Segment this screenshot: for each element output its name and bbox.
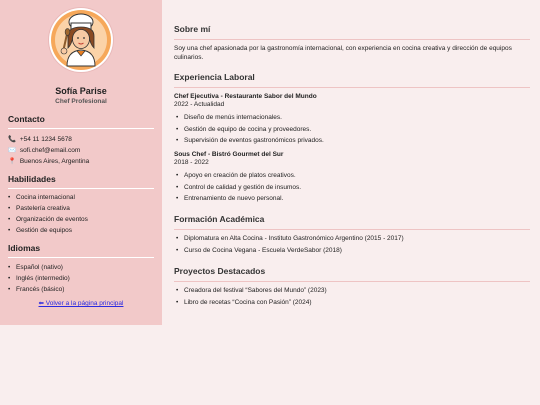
- job-tasks-list: [174, 170, 530, 205]
- sidebar: [0, 0, 162, 325]
- list-item: • Entrenamiento de nuevo personal.: [174, 193, 530, 205]
- languages-list: [8, 262, 154, 295]
- list-item: • Gestión de equipos: [8, 225, 154, 236]
- phone-icon: 📞: [8, 136, 17, 143]
- list-item: • Diplomatura en Alta Cocina - Instituto Gastronómico Argentino (2015 - 2017): [174, 233, 530, 245]
- job-title: Sous Chef - Bistró Gourmet del Sur: [174, 151, 284, 158]
- list-item: • Cocina internacional: [8, 192, 154, 203]
- experience-heading: Experiencia Laboral: [174, 72, 530, 88]
- languages-heading: Idiomas: [8, 243, 154, 258]
- list-item: • Español (nativo): [8, 262, 154, 273]
- list-item: • Control de calidad y gestión de insumos.: [174, 182, 530, 194]
- list-item: • Inglés (intermedio): [8, 273, 154, 284]
- skills-heading: Habilidades: [8, 174, 154, 189]
- job-title: Chef Ejecutiva - Restaurante Sabor del Mundo: [174, 93, 317, 100]
- chef-avatar-illustration: [49, 8, 113, 72]
- projects-list: [174, 285, 530, 308]
- location-pin-icon: 📍: [8, 158, 17, 165]
- job-dates: 2022 - Actualidad: [174, 101, 225, 108]
- skills-list: [8, 192, 154, 236]
- job-dates: 2018 - 2022: [174, 159, 209, 166]
- list-item: • Organización de eventos: [8, 214, 154, 225]
- email-icon: ✉️: [8, 147, 17, 154]
- job-tasks-list: [174, 112, 530, 147]
- list-item: • Supervisión de eventos gastronómicos privados.: [174, 135, 530, 147]
- list-item: • Gestión de equipo de cocina y proveedores.: [174, 124, 530, 136]
- contact-item-location: 📍 Buenos Aires, Argentina: [8, 158, 90, 165]
- list-item: • Francés (básico): [8, 284, 154, 295]
- education-list: [174, 233, 530, 256]
- profile-name: Sofía Parise: [55, 86, 107, 96]
- list-item: • Apoyo en creación de platos creativos.: [174, 170, 530, 182]
- list-item: • Diseño de menús internacionales.: [174, 112, 530, 124]
- list-item: • Libro de recetas “Cocina con Pasión” (2024): [174, 297, 530, 309]
- list-item: • Curso de Cocina Vegana - Escuela VerdeSabor (2018): [174, 245, 530, 257]
- about-heading: Sobre mí: [174, 24, 530, 40]
- list-item: • Pastelería creativa: [8, 203, 154, 214]
- contact-list: [8, 134, 154, 167]
- projects-heading: Proyectos Destacados: [174, 266, 530, 282]
- about-text: Soy una chef apasionada por la gastronomía internacional, con experiencia en cocina creativa y dirección de equipos culinarios.: [174, 45, 512, 61]
- back-to-home-link[interactable]: ⬅ Volver a la página principal: [38, 300, 124, 307]
- contact-heading: Contacto: [8, 114, 154, 129]
- contact-item-phone: 📞 +54 11 1234 5678: [8, 136, 72, 143]
- avatar: [49, 8, 113, 72]
- profile-role: Chef Profesional: [55, 98, 107, 105]
- education-heading: Formación Académica: [174, 214, 530, 230]
- contact-item-email: ✉️ sofi.chef@email.com: [8, 147, 81, 154]
- list-item: • Creadora del festival “Sabores del Mundo” (2023): [174, 285, 530, 297]
